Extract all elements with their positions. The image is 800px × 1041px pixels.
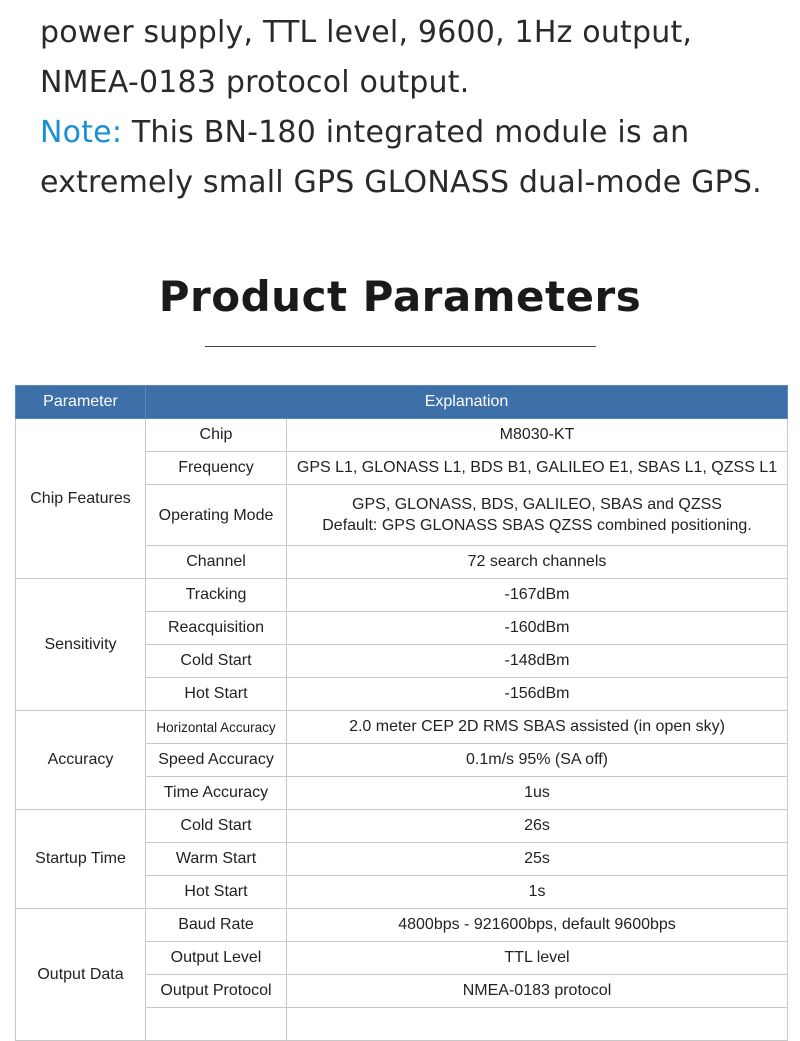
param-value: TTL level [287,942,788,975]
param-name: Baud Rate [146,909,287,942]
header-parameter: Parameter [16,386,146,419]
param-name: Reacquisition [146,612,287,645]
param-value: 1s [287,876,788,909]
param-value: 26s [287,810,788,843]
param-name: Hot Start [146,876,287,909]
param-value: -156dBm [287,678,788,711]
param-name: Chip [146,419,287,452]
param-name: Frequency [146,452,287,485]
title-divider [205,346,596,347]
param-value: 0.1m/s 95% (SA off) [287,744,788,777]
mode-line-1: GPS, GLONASS, BDS, GALILEO, SBAS and QZSS [352,496,722,513]
param-value: 25s [287,843,788,876]
param-name: Warm Start [146,843,287,876]
section-title: Product Parameters [158,272,642,321]
table-row [16,419,788,452]
header-explanation: Explanation [146,386,788,419]
param-name: Output Protocol [146,975,287,1008]
param-name: Cold Start [146,810,287,843]
param-value: -148dBm [287,645,788,678]
table-row [16,711,788,744]
param-name: Channel [146,546,287,579]
param-value: 2.0 meter CEP 2D RMS SBAS assisted (in open sky) [287,711,788,744]
param-value: -160dBm [287,612,788,645]
group-sensitivity: Sensitivity [16,579,146,711]
group-output-data: Output Data [16,909,146,1041]
table-row [16,909,788,942]
mode-line-2: Default: GPS GLONASS SBAS QZSS combined positioning. [322,517,752,534]
param-value: M8030-KT [287,419,788,452]
parameters-table [15,385,788,1041]
param-value: GPS L1, GLONASS L1, BDS B1, GALILEO E1, SBAS L1, QZSS L1 [287,452,788,485]
note-label: Note: [40,115,123,150]
param-name: Speed Accuracy [146,744,287,777]
group-startup-time: Startup Time [16,810,146,909]
note-text: This BN-180 integrated module is an [122,115,690,150]
intro-line-4: extremely small GPS GLONASS dual-mode GPS. [40,165,762,200]
table-header-row [16,386,788,419]
intro-paragraph [40,8,790,208]
param-name: Operating Mode [146,485,287,546]
param-name: Tracking [146,579,287,612]
param-value: 4800bps - 921600bps, default 9600bps [287,909,788,942]
intro-line-3 [40,108,790,158]
table-row [16,579,788,612]
param-name-cut [146,1008,287,1041]
param-value [287,485,788,546]
param-value-cut [287,1008,788,1041]
param-value: -167dBm [287,579,788,612]
intro-line-1: power supply, TTL level, 9600, 1Hz output, [40,15,693,50]
param-value: NMEA-0183 protocol [287,975,788,1008]
group-chip-features: Chip Features [16,419,146,579]
param-name: Time Accuracy [146,777,287,810]
param-name: Cold Start [146,645,287,678]
intro-line-2: NMEA-0183 protocol output. [40,65,470,100]
param-name: Horizontal Accuracy [146,711,287,744]
param-name: Output Level [146,942,287,975]
table-row [16,810,788,843]
group-accuracy: Accuracy [16,711,146,810]
param-name: Hot Start [146,678,287,711]
param-value: 1us [287,777,788,810]
param-value: 72 search channels [287,546,788,579]
